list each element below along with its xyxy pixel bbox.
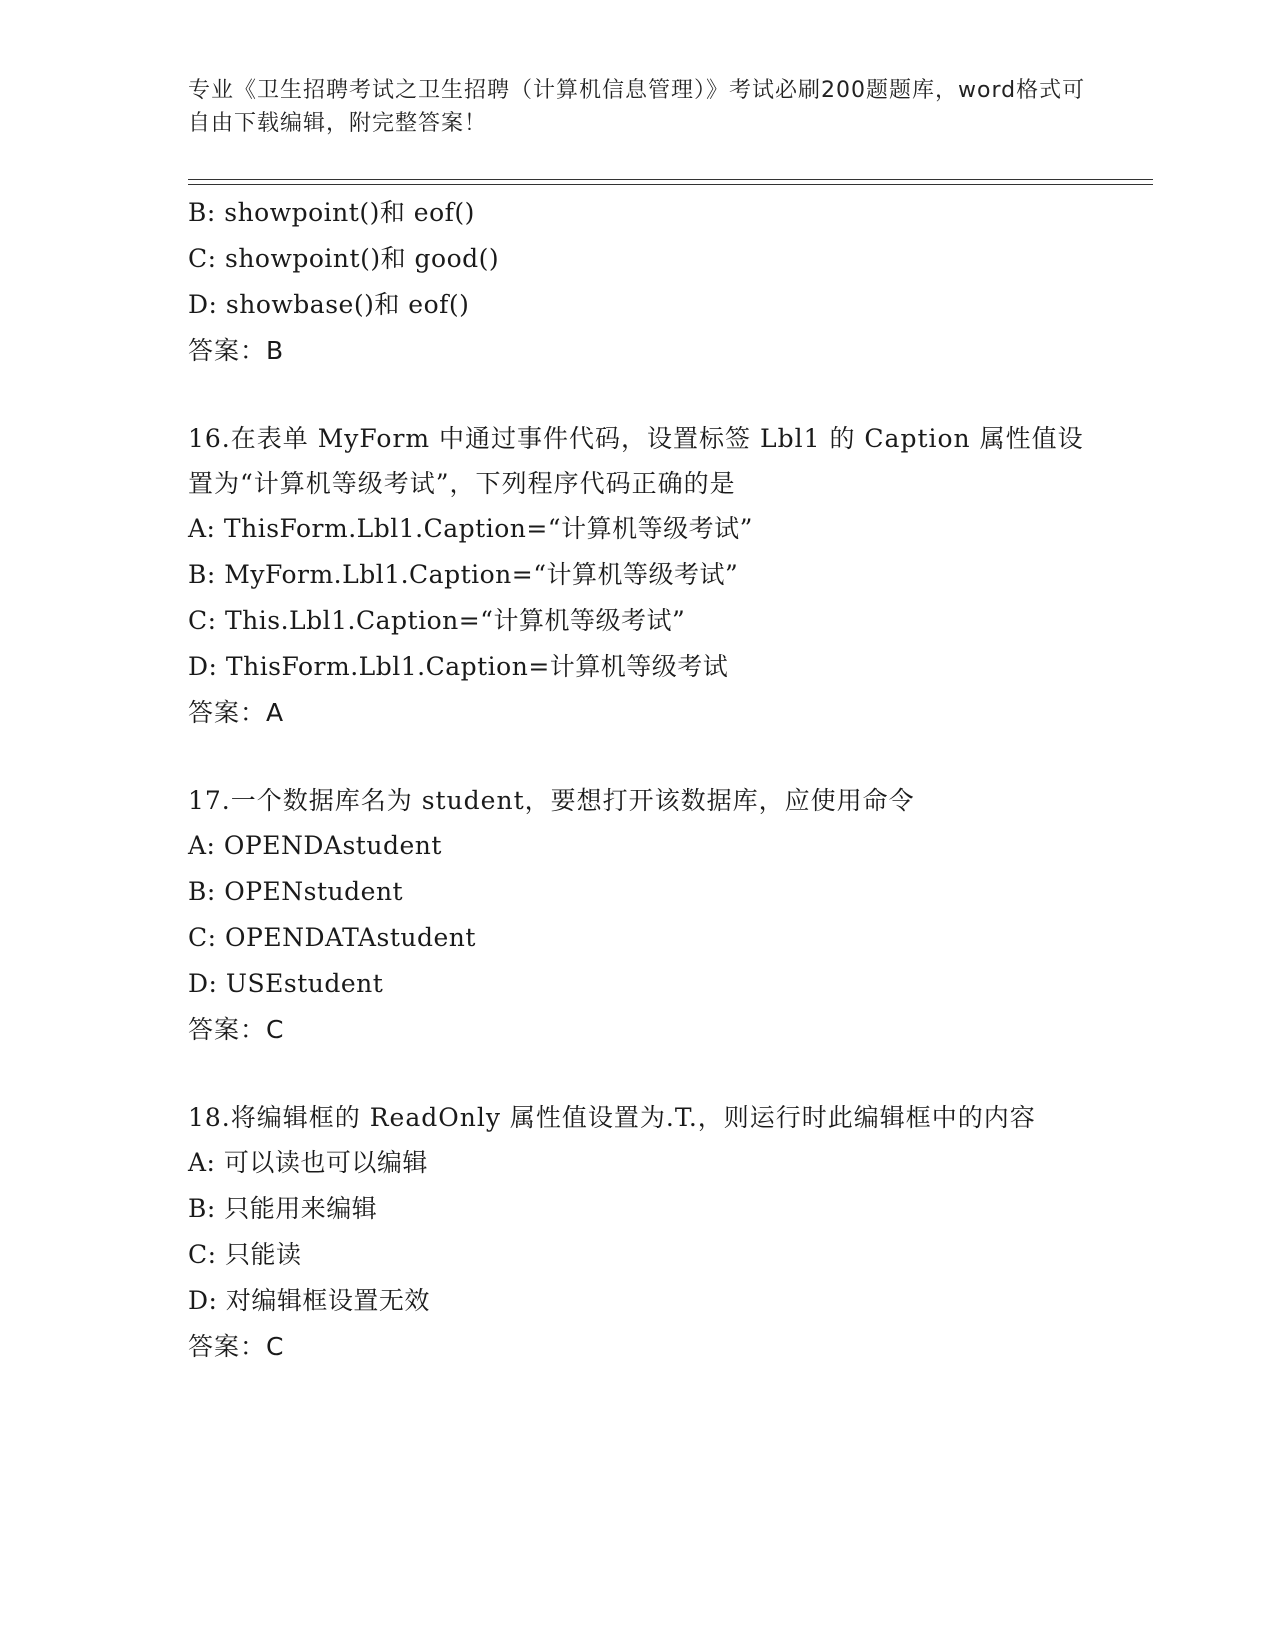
option-b: B: OPENstudent: [188, 877, 404, 906]
option-b: B: showpoint()和 eof(): [188, 198, 475, 227]
question-list: [188, 190, 1088, 1370]
question-16: [188, 416, 1088, 736]
option-a: A: ThisForm.Lbl1.Caption=“计算机等级考试”: [188, 514, 753, 543]
option-b: B: 只能用来编辑: [188, 1194, 378, 1223]
question-17: [188, 778, 1088, 1053]
option-c: C: OPENDATAstudent: [188, 923, 476, 952]
option-b: B: MyForm.Lbl1.Caption=“计算机等级考试”: [188, 560, 739, 589]
option-c: C: This.Lbl1.Caption=“计算机等级考试”: [188, 606, 686, 635]
option-a: A: 可以读也可以编辑: [188, 1148, 428, 1177]
option-d: D: ThisForm.Lbl1.Caption=计算机等级考试: [188, 652, 729, 681]
answer-line: 答案：B: [188, 336, 285, 365]
question-stem: 17.一个数据库名为 student，要想打开该数据库，应使用命令: [188, 786, 915, 815]
answer-line: 答案：A: [188, 698, 285, 727]
answer-line: 答案：C: [188, 1015, 285, 1044]
document-header: 专业《卫生招聘考试之卫生招聘（计算机信息管理）》考试必刷200题题库，word格式可自由下载编辑，附完整答案！: [188, 78, 1086, 136]
question-stem: 16.在表单 MyForm 中通过事件代码，设置标签 Lbl1 的 Caption 属性值设置为“计算机等级考试”，下列程序代码正确的是: [188, 424, 1084, 498]
option-c: C: 只能读: [188, 1240, 302, 1269]
option-d: D: showbase()和 eof(): [188, 290, 470, 319]
option-c: C: showpoint()和 good(): [188, 244, 500, 273]
option-a: A: OPENDAstudent: [188, 831, 442, 860]
option-d: D: USEstudent: [188, 969, 384, 998]
option-d: D: 对编辑框设置无效: [188, 1286, 430, 1315]
question-15-continued: [188, 190, 1088, 374]
question-stem: 18.将编辑框的 ReadOnly 属性值设置为.T.，则运行时此编辑框中的内容: [188, 1103, 1036, 1132]
question-18: [188, 1095, 1088, 1370]
header-divider-top: [188, 179, 1153, 180]
answer-line: 答案：C: [188, 1332, 285, 1361]
header-divider-bottom: [188, 184, 1153, 185]
